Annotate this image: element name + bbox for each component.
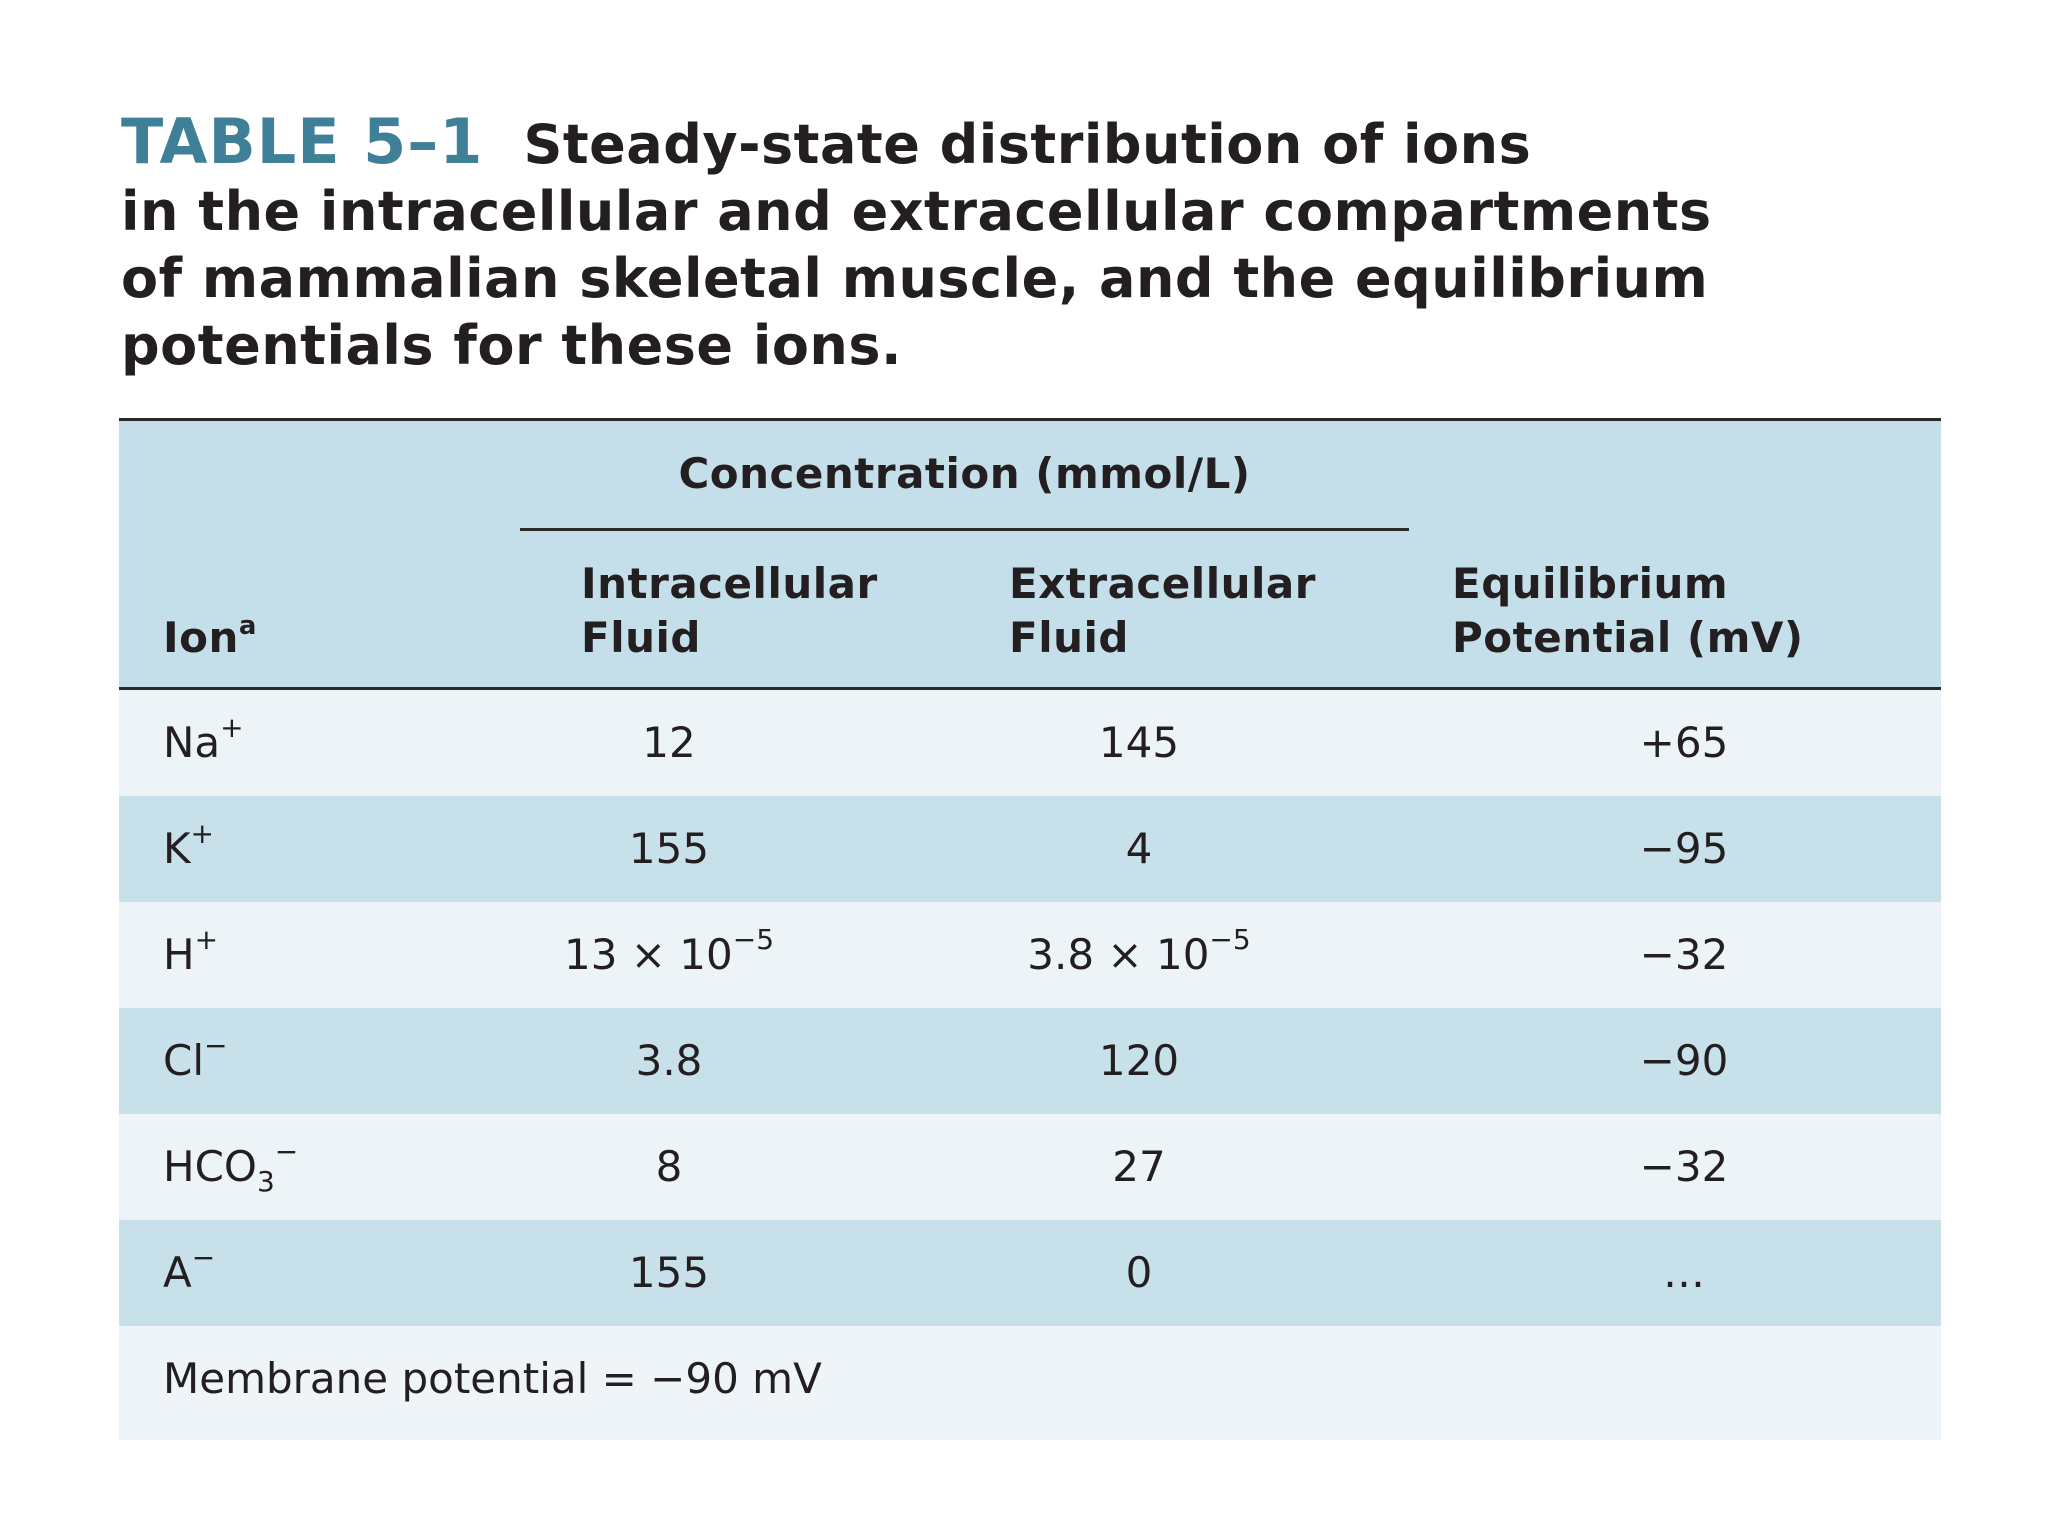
ion-cell: H+ — [163, 923, 219, 979]
extracellular-column-header — [1009, 557, 1316, 665]
membrane-potential-note: Membrane potential = −90 mV — [163, 1354, 822, 1403]
concentration-spanner-rule — [520, 528, 1409, 531]
equilibrium-potential-cell: … — [1663, 1248, 1705, 1297]
ion-distribution-table — [119, 418, 1941, 1440]
intracellular-cell: 3.8 — [635, 1036, 703, 1085]
ion-cell: $HCO_3^-$ — [163, 1135, 299, 1198]
extracellular-cell: 120 — [1098, 1036, 1180, 1085]
equilibrium-header-line-1: Equilibrium — [1452, 559, 1729, 608]
extracellular-cell: 145 — [1098, 718, 1180, 767]
equilibrium-potential-cell: +65 — [1639, 718, 1729, 767]
equilibrium-potential-cell: −32 — [1639, 930, 1729, 979]
caption-title-line-1: Steady-state distribution of ions — [523, 113, 1532, 176]
equilibrium-column-header — [1452, 557, 1804, 665]
intracellular-header-line-1: Intracellular — [581, 559, 878, 608]
intracellular-cell: 8 — [655, 1142, 683, 1191]
intracellular-header-line-2: Fluid — [581, 613, 701, 662]
table-row — [119, 690, 1941, 796]
equilibrium-potential-cell: −90 — [1639, 1036, 1729, 1085]
table-row — [119, 1008, 1941, 1114]
ion-cell: K+ — [163, 817, 215, 873]
equilibrium-header-line-2: Potential (mV) — [1452, 613, 1804, 662]
ion-cell: Cl− — [163, 1029, 228, 1085]
table-caption — [121, 105, 1921, 379]
intracellular-cell: 155 — [628, 824, 710, 873]
ion-column-header — [163, 611, 257, 665]
table-header — [119, 418, 1941, 690]
extracellular-cell: 27 — [1112, 1142, 1166, 1191]
caption-title-line-2: in the intracellular and extracellular compartments — [121, 180, 1712, 243]
table-row — [119, 1220, 1941, 1326]
table-row — [119, 796, 1941, 902]
concentration-group-header: Concentration (mmol/L) — [678, 449, 1251, 498]
extracellular-cell: 4 — [1125, 824, 1153, 873]
extracellular-cell: 0 — [1125, 1248, 1153, 1297]
intracellular-cell: 155 — [628, 1248, 710, 1297]
equilibrium-potential-cell: −32 — [1639, 1142, 1729, 1191]
extracellular-header-line-1: Extracellular — [1009, 559, 1316, 608]
ion-cell: Na+ — [163, 711, 244, 767]
ion-header-label: Ion — [163, 613, 239, 662]
intracellular-cell: 12 — [642, 718, 696, 767]
table-row — [119, 902, 1941, 1008]
caption-title-line-4: potentials for these ions. — [121, 314, 903, 377]
ion-header-footnote: a — [238, 611, 257, 641]
table-footer-row — [119, 1326, 1941, 1440]
table-row — [119, 1114, 1941, 1220]
caption-line-1 — [121, 105, 1921, 178]
table-number-label: TABLE 5–1 — [121, 105, 484, 178]
intracellular-cell: $13 \times 10^{-5}$ — [563, 923, 775, 979]
extracellular-cell: $3.8 \times 10^{-5}$ — [1027, 923, 1251, 979]
equilibrium-potential-cell: −95 — [1639, 824, 1729, 873]
caption-title-line-3: of mammalian skeletal muscle, and the equilibrium — [121, 247, 1709, 310]
ion-cell: A− — [163, 1241, 216, 1297]
intracellular-column-header — [581, 557, 878, 665]
extracellular-header-line-2: Fluid — [1009, 613, 1129, 662]
